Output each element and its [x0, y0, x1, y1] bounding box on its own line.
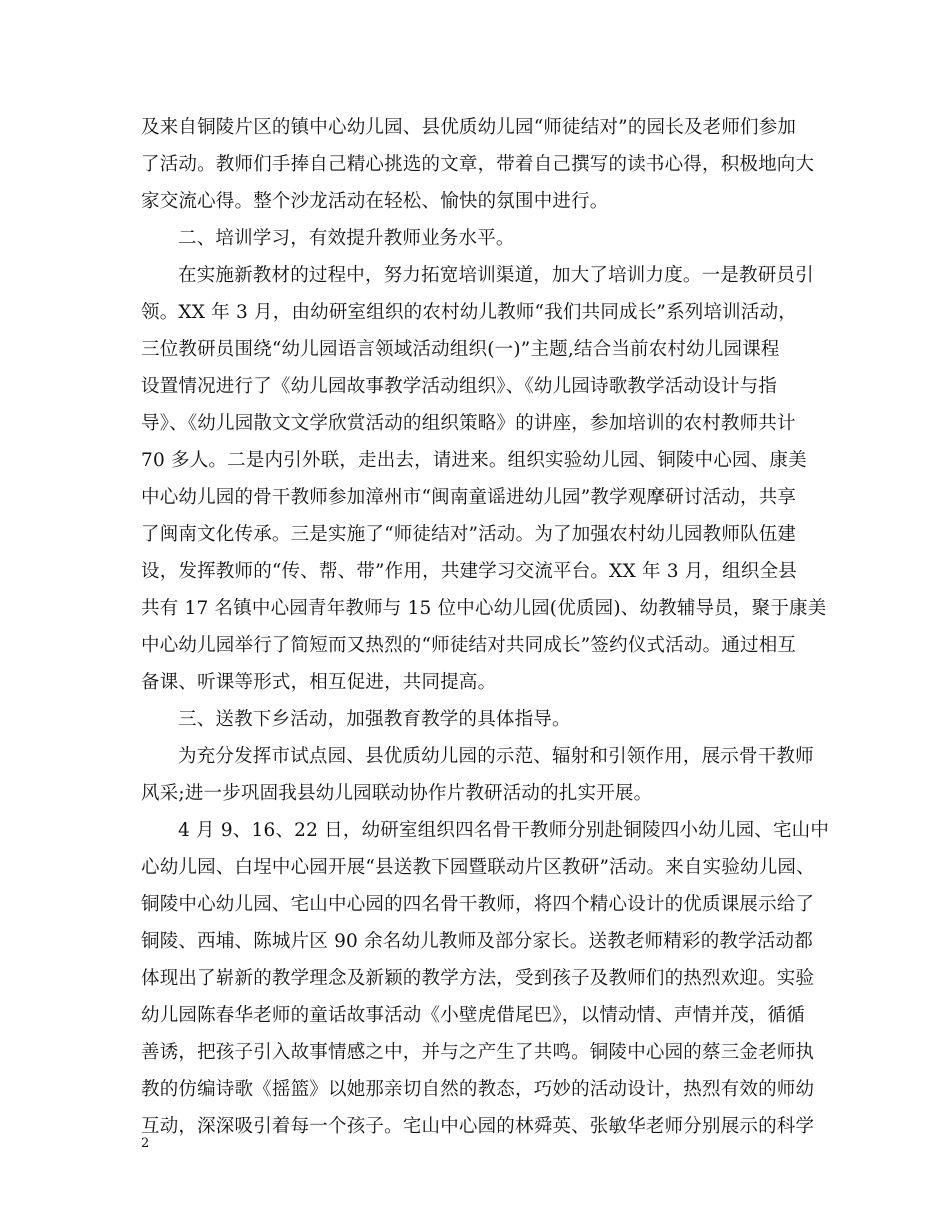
text-line: 设置情况进行了《幼儿园故事教学活动组织》、《幼儿园诗歌教学活动设计与指: [141, 376, 778, 397]
text-line: 为充分发挥市试点园、县优质幼儿园的示范、辐射和引领作用，展示骨干教师: [178, 746, 814, 767]
text-line: 家交流心得。整个沙龙活动在轻松、愉快的氛围中进行。: [141, 191, 609, 212]
text-line: 70 多人。二是内引外联，走出去，请进来。组织实验幼儿园、铜陵中心园、康美: [141, 450, 807, 471]
text-line: 导》、《幼儿园散文文学欣赏活动的组织策略》的讲座，参加培训的农村教师共计: [141, 413, 796, 434]
text-line: 共有 17 名镇中心园青年教师与 15 位中心幼儿园(优质园)、幼教辅导员，聚于康美: [141, 598, 827, 619]
text-line: 铜陵、西埔、陈城片区 90 余名幼儿教师及部分家长。送教老师精彩的教学活动都: [141, 931, 813, 952]
text-line: 心幼儿园、白埕中心园开展“县送教下园暨联动片区教研”活动。来自实验幼儿园、: [141, 857, 815, 878]
text-line: 在实施新教材的过程中，努力拓宽培训渠道，加大了培训力度。一是教研员引: [178, 265, 814, 286]
text-line: 体现出了崭新的教学理念及新颖的教学方法，受到孩子及教师们的热烈欢迎。实验: [141, 968, 815, 989]
text-line: 领。XX 年 3 月，由幼研室组织的农村幼儿教师“我们共同成长”系列培训活动，: [141, 302, 797, 323]
section-heading: 二、培训学习，有效提升教师业务水平。: [178, 228, 515, 249]
text-line: 中心幼儿园的骨干教师参加漳州市“闽南童谣进幼儿园”教学观摩研讨活动，共享: [141, 487, 797, 508]
text-line: 三位教研员围绕“幼儿园语言领域活动组织(一)”主题,结合当前农村幼儿园课程: [141, 339, 780, 360]
text-line: 幼儿园陈春华老师的童话故事活动《小壁虎借尾巴》，以情动情、声情并茂，循循: [141, 1005, 805, 1026]
text-line: 及来自铜陵片区的镇中心幼儿园、县优质幼儿园“师徒结对”的园长及老师们参加: [141, 117, 797, 138]
text-line: 4 月 9、16、22 日，幼研室组织四名骨干教师分别赴铜陵四小幼儿园、宅山中: [178, 820, 830, 841]
text-line: 风采;进一步巩固我县幼儿园联动协作片教研活动的扎实开展。: [141, 783, 653, 804]
text-line: 备课、听课等形式，相互促进，共同提高。: [141, 672, 497, 693]
text-line: 中心幼儿园举行了简短而又热烈的“师徒结对共同成长”签约仪式活动。通过相互: [141, 635, 797, 656]
section-heading: 三、送教下乡活动，加强教育教学的具体指导。: [178, 709, 571, 730]
text-line: 善诱，把孩子引入故事情感之中，并与之产生了共鸣。铜陵中心园的蔡三金老师执: [141, 1042, 815, 1063]
text-line: 教的仿编诗歌《摇篮》以她那亲切自然的教态，巧妙的活动设计，热烈有效的师幼: [141, 1079, 815, 1100]
text-line: 了活动。教师们手捧自己精心挑选的文章，带着自己撰写的读书心得，积极地向大: [141, 154, 815, 175]
text-line: 铜陵中心幼儿园、宅山中心园的四名骨干教师，将四个精心设计的优质课展示给了: [141, 894, 815, 915]
page-number: 2: [141, 1136, 150, 1151]
text-line: 设，发挥教师的“传、帮、带”作用，共建学习交流平台。XX 年 3 月，组织全县: [141, 561, 797, 582]
text-line: 互动，深深吸引着每一个孩子。宅山中心园的林舜英、张敏华老师分别展示的科学: [141, 1116, 815, 1137]
text-line: 了闽南文化传承。三是实施了“师徒结对”活动。为了加强农村幼儿园教师队伍建: [141, 524, 797, 545]
